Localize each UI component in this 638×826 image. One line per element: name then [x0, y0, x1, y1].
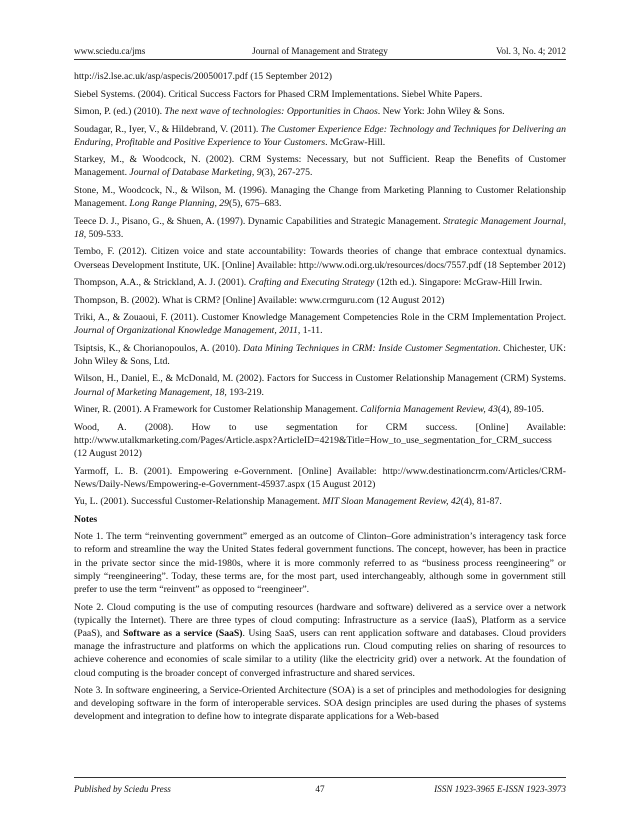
reference-text: Simon, P. (ed.) (2010).: [74, 106, 165, 117]
reference-text: Yarmoff, L. B. (2001). Empowering e-Government. [Online] Available: http://www.destinationcrm.com/Articles/CRM-News/Daily-News/Empowering-e-Government-45937.aspx (15 August 2012): [74, 465, 566, 490]
reference-entry: [74, 311, 566, 337]
reference-tail: . New York: John Wiley & Sons.: [377, 106, 505, 117]
reference-source-italic: California Management Review, 43: [360, 404, 498, 416]
reference-entry: [74, 184, 566, 210]
reference-text: Winer, R. (2001). A Framework for Customer Relationship Management.: [74, 404, 361, 416]
page-number: 47: [315, 784, 325, 794]
reference-text: Thompson, B. (2002). What is CRM? [Online] Available: www.crmguru.com (12 August 2012): [74, 294, 445, 306]
reference-text: Tsiptsis, K., & Chorianopoulos, A. (2010).: [74, 342, 244, 354]
reference-entry: [74, 495, 566, 508]
reference-text: Teece D. J., Pisano, G., & Shuen, A. (1997). Dynamic Capabilities and Strategic Management.: [74, 215, 444, 227]
reference-tail: (5), 675–683.: [228, 198, 282, 210]
reference-text: Yu, L. (2001). Successful Customer-Relationship Management.: [74, 496, 323, 508]
reference-source-italic: The next wave of technologies: Opportunities in Chaos: [164, 106, 378, 117]
note-bold-term: Software as a service (SaaS): [123, 627, 243, 639]
reference-source-italic: MIT Sloan Management Review, 42: [322, 496, 461, 508]
reference-tail: (4), 89-105.: [497, 404, 544, 416]
reference-entry: [74, 88, 566, 101]
reference-text: Wilson, H., Daniel, E., & McDonald, M. (2002). Factors for Success in Customer Relationship Management (CRM) Systems.: [74, 373, 566, 385]
reference-entry: [74, 372, 566, 398]
reference-tail: . McGraw-Hill.: [325, 136, 386, 148]
reference-entry: [74, 105, 566, 118]
header-volume-issue: Vol. 3, No. 4; 2012: [495, 46, 566, 56]
reference-source-italic: Strategic Management Journal, 18: [74, 215, 567, 240]
header-journal-url: www.sciedu.ca/jms: [74, 46, 146, 56]
note-text: Note 3. In software engineering, a Service-Oriented Architecture (SOA) is a set of principles and methodologies for designing and developing software in the form of interoperable services. SOA design principles are used during the phases of systems development and integration to define how to integrate disparate applications for a Web-based: [74, 685, 566, 723]
running-header: [74, 44, 566, 58]
reference-entry: [74, 245, 566, 271]
note-tail: . Using SaaS, users can rent application software and databases. Cloud providers manage the infrastructure and platforms on which the applications run. Cloud computing relies on sharing of resources to achieve coherence and economies of scale similar to a utility (like the electricity grid) over a network. At the foundation of cloud computing is the broader concept of converged infrastructure and shared services.: [74, 627, 566, 679]
footer-issn: ISSN 1923-3965 E-ISSN 1923-3973: [434, 784, 566, 794]
reference-text: Thompson, A.A., & Strickland, A. J. (2001).: [74, 277, 249, 289]
reference-entry: [74, 70, 566, 83]
reference-tail: (3), 267-275.: [261, 167, 313, 179]
reference-text: Wood, A. (2008). How to use segmentation for CRM success. [Online] Available: http://www.utalkmarketing.com/Pages/Article.aspx?ArticleID=4219&Title=How_to_use_segmentation_for_CRM_success (12 August 2012): [74, 421, 566, 460]
note-entry: [74, 530, 566, 596]
reference-source-italic: Journal of Marketing Management, 18: [74, 386, 225, 398]
reference-text: Triki, A., & Zouaoui, F. (2011). Customer Knowledge Management Competencies Role in the CRM Implementation Project.: [74, 312, 566, 324]
header-rule: [74, 59, 566, 60]
reference-tail: , 193-219.: [224, 386, 264, 398]
running-footer: [74, 782, 566, 796]
reference-entry: [74, 123, 566, 149]
reference-tail: (4), 81-87.: [460, 496, 502, 508]
reference-tail: (12th ed.). Singapore: McGraw-Hill Irwin.: [374, 277, 543, 289]
reference-text: Starkey, M., & Woodcock, N. (2002). CRM Systems: Necessary, but not Sufficient. Reap the Benefits of Customer Management.: [74, 154, 566, 179]
reference-tail: . Chichester, UK: John Wiley & Sons, Ltd.: [74, 342, 566, 367]
reference-entry: [74, 294, 566, 307]
reference-source-italic: Crafting and Executing Strategy: [248, 277, 375, 289]
note-entry: [74, 601, 566, 680]
reference-entry: [74, 421, 566, 461]
page-body: [74, 70, 566, 728]
reference-source-italic: Journal of Organizational Knowledge Management, 2011: [74, 325, 298, 337]
reference-entry: [74, 403, 566, 416]
note-text: Note 1. The term “reinventing government” emerged as an outcome of Clinton–Gore administration’s interagency task force to reform and streamline the way the United States federal government functions. The concept, however, has been in practice in the private sector since the mid-1980s, where it is more commonly referred to as “business process reengineering” or simply “reengineering”. Today, these terms are, for the most part, used interchangeably, although some in government still prefer to use the term “reinvent” as opposed to “reengineer”.: [74, 531, 566, 596]
reference-entry: [74, 153, 566, 179]
reference-text: Stone, M., Woodcock, N., & Wilson, M. (1996). Managing the Change from Marketing Planning to Customer Relationship Management.: [74, 184, 566, 210]
reference-entry: [74, 276, 566, 289]
reference-list: [74, 70, 566, 508]
reference-entry: [74, 215, 566, 241]
header-journal-title: Journal of Management and Strategy: [252, 46, 388, 56]
footer-rule: [74, 777, 566, 778]
reference-tail: , 509-533.: [83, 228, 124, 240]
reference-tail: , 1-11.: [297, 325, 323, 337]
reference-entry: [74, 465, 566, 491]
reference-text: Tembo, F. (2012). Citizen voice and state accountability: Towards theories of change that embrace contextual dynamics. Overseas Development Institute, UK. [Online] Available: http://www.odi.org.uk/resources/docs/7557.pdf (18 September 2012): [74, 246, 566, 271]
reference-text: Siebel Systems. (2004). Critical Success Factors for Phased CRM Implementations. Siebel White Papers.: [74, 88, 483, 100]
notes-heading: Notes: [74, 513, 98, 525]
reference-text: Soudagar, R., Iyer, V., & Hildebrand, V. (2011).: [74, 123, 261, 135]
reference-entry: [74, 342, 566, 368]
note-text: Note 2. Cloud computing is the use of computing resources (hardware and software) delivered as a service over a network (typically the Internet). There are three types of cloud computing: Infrastructure as a service (IaaS), Platform as a service (PaaS), and: [74, 601, 566, 639]
note-entry: [74, 684, 566, 724]
footer-publisher: Published by Sciedu Press: [74, 784, 171, 794]
reference-text: http://is2.lse.ac.uk/asp/aspecis/20050017.pdf (15 September 2012): [74, 71, 333, 82]
reference-source-italic: Data Mining Techniques in CRM: Inside Customer Segmentation: [243, 342, 498, 354]
reference-source-italic: Journal of Database Marketing, 9: [129, 167, 262, 179]
reference-source-italic: The Customer Experience Edge: Technology and Techniques for Delivering an Enduring, Profitable and Positive Experience to Your Customers: [74, 123, 566, 148]
reference-source-italic: Long Range Planning, 29: [129, 198, 229, 210]
notes-list: [74, 530, 566, 723]
